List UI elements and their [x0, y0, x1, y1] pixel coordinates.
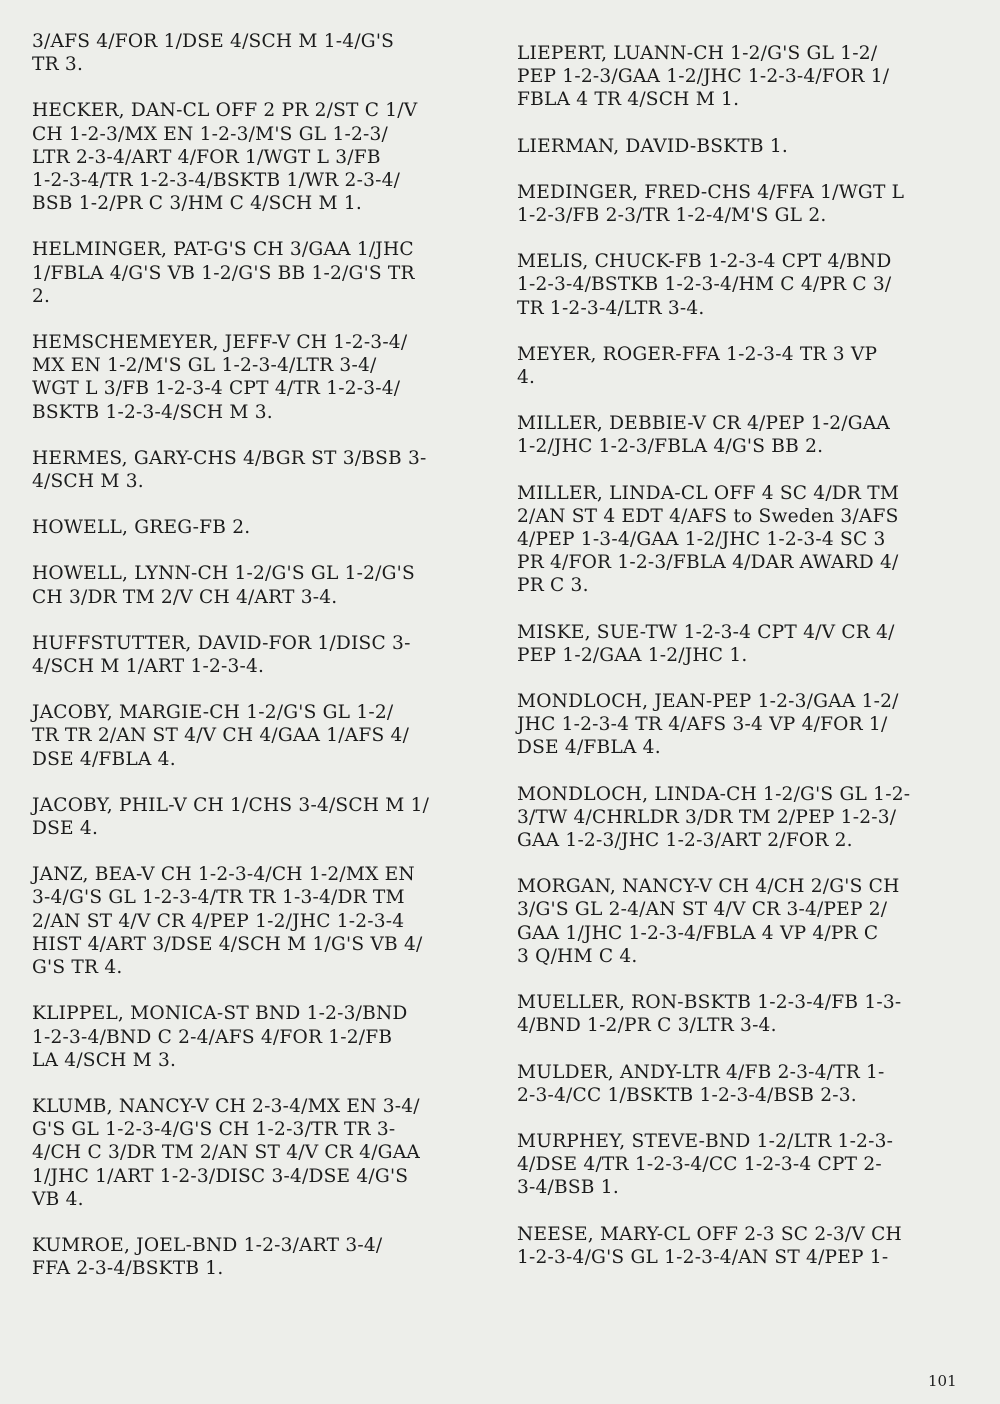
student-entry: KUMROE, JOEL-BND 1-2-3/ART 3-4/ FFA 2-3-4/BSKTB 1.: [32, 1234, 383, 1280]
student-entry: MILLER, DEBBIE-V CR 4/PEP 1-2/GAA 1-2/JHC 1-2-3/FBLA 4/G'S BB 2.: [517, 413, 891, 458]
student-entry: MUELLER, RON-BSKTB 1-2-3-4/FB 1-3- 4/BND 1-2/PR C 3/LTR 3-4.: [517, 992, 902, 1037]
student-entry: NEESE, MARY-CL OFF 2-3 SC 2-3/V CH 1-2-3-4/G'S GL 1-2-3-4/AN ST 4/PEP 1-: [517, 1223, 902, 1268]
student-entry: KLUMB, NANCY-V CH 2-3-4/MX EN 3-4/ G'S GL 1-2-3-4/G'S CH 1-2-3/TR TR 3- 4/CH C 3/DR TM 2/AN ST 4/V CR 4/GAA 1/JHC 1/ART 1-2-3/DISC 3-4/DSE 4/G'S VB 4.: [32, 1095, 420, 1210]
student-entry: HOWELL, LYNN-CH 1-2/G'S GL 1-2/G'S CH 3/DR TM 2/V CH 4/ART 3-4.: [32, 563, 415, 608]
student-entry: MISKE, SUE-TW 1-2-3-4 CPT 4/V CR 4/ PEP 1-2/GAA 1-2/JHC 1.: [517, 621, 895, 666]
student-entry: HERMES, GARY-CHS 4/BGR ST 3/BSB 3- 4/SCH M 3.: [32, 447, 427, 493]
page-number: 101: [928, 1372, 957, 1390]
student-entry: HEMSCHEMEYER, JEFF-V CH 1-2-3-4/ MX EN 1-2/M'S GL 1-2-3-4/LTR 3-4/ WGT L 3/FB 1-2-3-4 CPT 4/TR 1-2-3-4/ BSKTB 1-2-3-4/SCH M 3.: [32, 332, 408, 423]
student-entry: MURPHEY, STEVE-BND 1-2/LTR 1-2-3- 4/DSE 4/TR 1-2-3-4/CC 1-2-3-4 CPT 2- 3-4/BSB 1.: [517, 1130, 894, 1199]
student-entry: MEYER, ROGER-FFA 1-2-3-4 TR 3 VP 4.: [517, 343, 878, 389]
student-entry: MULDER, ANDY-LTR 4/FB 2-3-4/TR 1- 2-3-4/CC 1/BSKTB 1-2-3-4/BSB 2-3.: [517, 1061, 885, 1106]
student-entry: JACOBY, MARGIE-CH 1-2/G'S GL 1-2/ TR TR 2/AN ST 4/V CH 4/GAA 1/AFS 4/ DSE 4/FBLA 4.: [32, 702, 410, 770]
student-entry: JACOBY, PHIL-V CH 1/CHS 3-4/SCH M 1/ DSE 4.: [32, 794, 430, 840]
student-entry: MONDLOCH, JEAN-PEP 1-2-3/GAA 1-2/ JHC 1-2-3-4 TR 4/AFS 3-4 VP 4/FOR 1/ DSE 4/FBLA 4.: [517, 691, 899, 759]
student-entry: LIEPERT, LUANN-CH 1-2/G'S GL 1-2/ PEP 1-2-3/GAA 1-2/JHC 1-2-3-4/FOR 1/ FBLA 4 TR 4/SCH M 1.: [517, 43, 890, 111]
student-entry: HOWELL, GREG-FB 2.: [32, 517, 251, 539]
right-column: [517, 42, 969, 1269]
student-entry: MONDLOCH, LINDA-CH 1-2/G'S GL 1-2- 3/TW 4/CHRLDR 3/DR TM 2/PEP 1-2-3/ GAA 1-2-3/JHC 1-2-3/ART 2/FOR 2.: [517, 783, 911, 852]
student-entry: 3/AFS 4/FOR 1/DSE 4/SCH M 1-4/G'S TR 3.: [32, 31, 395, 76]
student-entry: KLIPPEL, MONICA-ST BND 1-2-3/BND 1-2-3-4/BND C 2-4/AFS 4/FOR 1-2/FB LA 4/SCH M 3.: [32, 1003, 408, 1071]
student-entry: HUFFSTUTTER, DAVID-FOR 1/DISC 3- 4/SCH M 1/ART 1-2-3-4.: [32, 632, 411, 678]
student-entry: MEDINGER, FRED-CHS 4/FFA 1/WGT L 1-2-3/FB 2-3/TR 1-2-4/M'S GL 2.: [517, 181, 905, 227]
student-entry: HECKER, DAN-CL OFF 2 PR 2/ST C 1/V CH 1-2-3/MX EN 1-2-3/M'S GL 1-2-3/ LTR 2-3-4/ART 4/FOR 1/WGT L 3/FB 1-2-3-4/TR 1-2-3-4/BSKTB 1/WR 2-3-4/ BSB 1-2/PR C 3/HM C 4/SCH M 1.: [32, 100, 418, 215]
student-entry: HELMINGER, PAT-G'S CH 3/GAA 1/JHC 1/FBLA 4/G'S VB 1-2/G'S BB 1-2/G'S TR 2.: [32, 239, 415, 307]
student-entry: MORGAN, NANCY-V CH 4/CH 2/G'S CH 3/G'S GL 2-4/AN ST 4/V CR 3-4/PEP 2/ GAA 1/JHC 1-2-3-4/FBLA 4 VP 4/PR C 3 Q/HM C 4.: [517, 876, 900, 967]
left-column: [32, 30, 484, 1280]
student-entry: JANZ, BEA-V CH 1-2-3-4/CH 1-2/MX EN 3-4/G'S GL 1-2-3-4/TR TR 1-3-4/DR TM 2/AN ST 4/V CR 4/PEP 1-2/JHC 1-2-3-4 HIST 4/ART 3/DSE 4/SCH M 1/G'S VB 4/ G'S TR 4.: [32, 864, 423, 979]
student-entry: MELIS, CHUCK-FB 1-2-3-4 CPT 4/BND 1-2-3-4/BSTKB 1-2-3-4/HM C 4/PR C 3/ TR 1-2-3-4/LTR 3-4.: [517, 251, 892, 319]
student-entry: LIERMAN, DAVID-BSKTB 1.: [517, 135, 788, 157]
student-entry: MILLER, LINDA-CL OFF 4 SC 4/DR TM 2/AN ST 4 EDT 4/AFS to Sweden 3/AFS 4/PEP 1-3-4/GAA 1-2/JHC 1-2-3-4 SC 3 PR 4/FOR 1-2-3/FBLA 4/DAR AWARD 4/ PR C 3.: [517, 482, 900, 597]
